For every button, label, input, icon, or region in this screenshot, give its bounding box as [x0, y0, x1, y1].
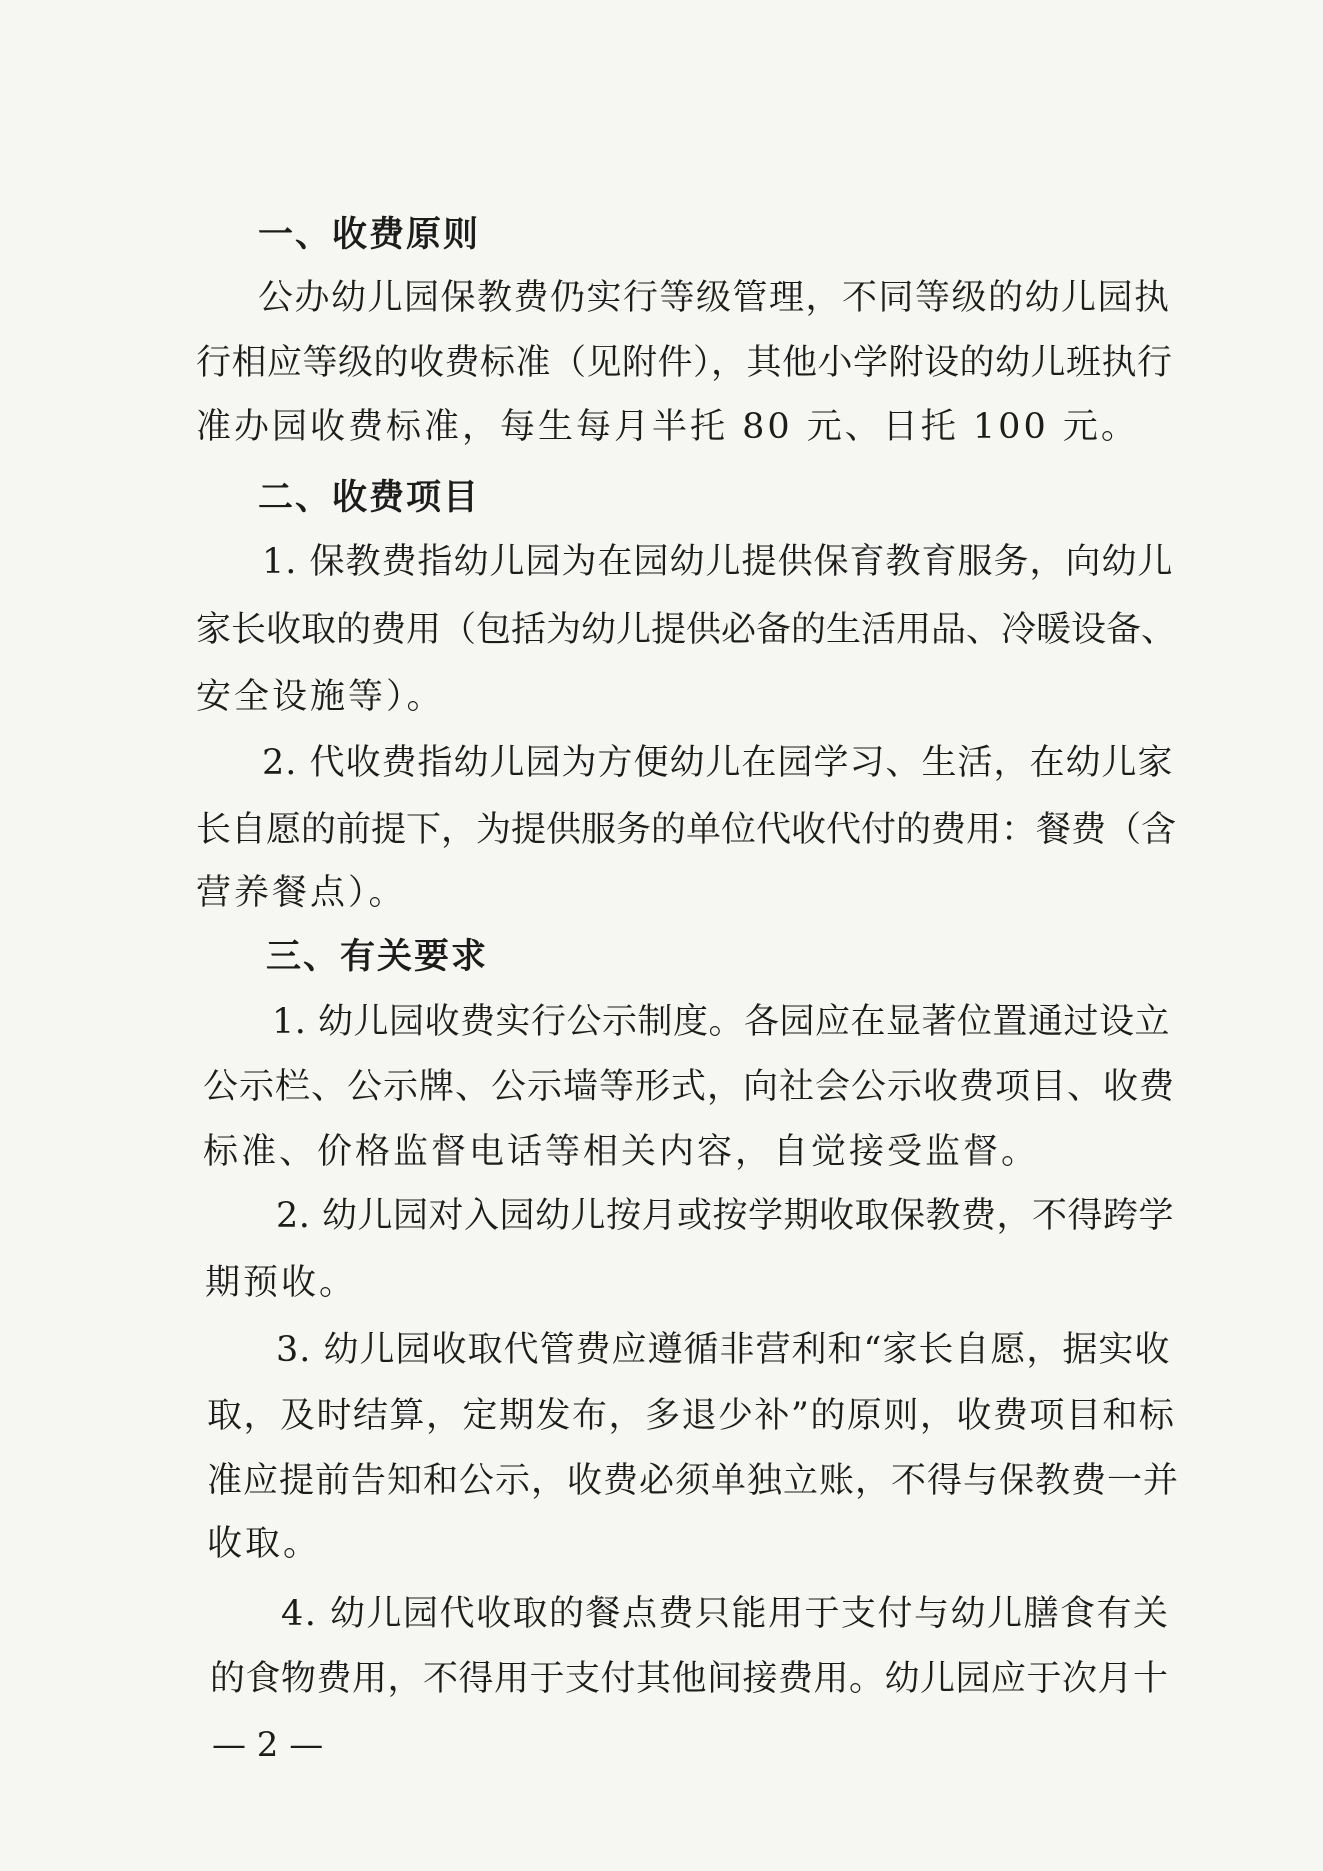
text-line: 1. 保教费指幼儿园为在园幼儿提供保育教育服务，向幼儿 [262, 542, 1174, 582]
text-line: 2. 代收费指幼儿园为方便幼儿在园学习、生活，在幼儿家 [262, 743, 1174, 783]
text-line: 公办幼儿园保教费仍实行等级管理，不同等级的幼儿园执 [258, 278, 1171, 318]
section-heading-2: 二、收费项目 [258, 478, 481, 518]
text-line: 标准、价格监督电话等相关内容，自觉接受监督。 [203, 1132, 1040, 1172]
text-line: 2. 幼儿园对入园幼儿按月或按学期收取保教费，不得跨学 [276, 1196, 1175, 1236]
text-line: 公示栏、公示牌、公示墙等形式，向社会公示收费项目、收费 [203, 1067, 1176, 1107]
text-line: 家长收取的费用（包括为幼儿提供必备的生活用品、冷暖设备、 [196, 610, 1177, 650]
text-line: 营养餐点）。 [196, 873, 407, 913]
text-line: 取，及时结算，定期发布，多退少补”的原则，收费项目和标 [207, 1396, 1176, 1436]
text-line: 期预收。 [205, 1263, 358, 1303]
section-heading-1: 一、收费原则 [258, 215, 481, 255]
text-line: 准办园收费标准，每生每月半托 80 元、日托 100 元。 [196, 407, 1139, 447]
text-line: 行相应等级的收费标准（见附件），其他小学附设的幼儿班执行 [196, 343, 1173, 383]
text-line: 的食物费用，不得用于支付其他间接费用。幼儿园应于次月十 [210, 1659, 1169, 1699]
text-line: 安全设施等）。 [196, 677, 445, 717]
text-line: 收取。 [207, 1524, 322, 1564]
text-line: 1. 幼儿园收费实行公示制度。各园应在显著位置通过设立 [272, 1002, 1171, 1042]
page-number: — 2 — [212, 1725, 324, 1765]
text-line: 长自愿的前提下，为提供服务的单位代收代付的费用：餐费（含 [196, 810, 1177, 850]
text-line: 4. 幼儿园代收取的餐点费只能用于支付与幼儿膳食有关 [281, 1594, 1170, 1634]
section-heading-3: 三、有关要求 [266, 937, 489, 977]
text-line: 3. 幼儿园收取代管费应遵循非营利和“家长自愿，据实收 [276, 1330, 1171, 1370]
text-line: 准应提前告知和公示，收费必须单独立账，不得与保教费一并 [207, 1461, 1180, 1501]
